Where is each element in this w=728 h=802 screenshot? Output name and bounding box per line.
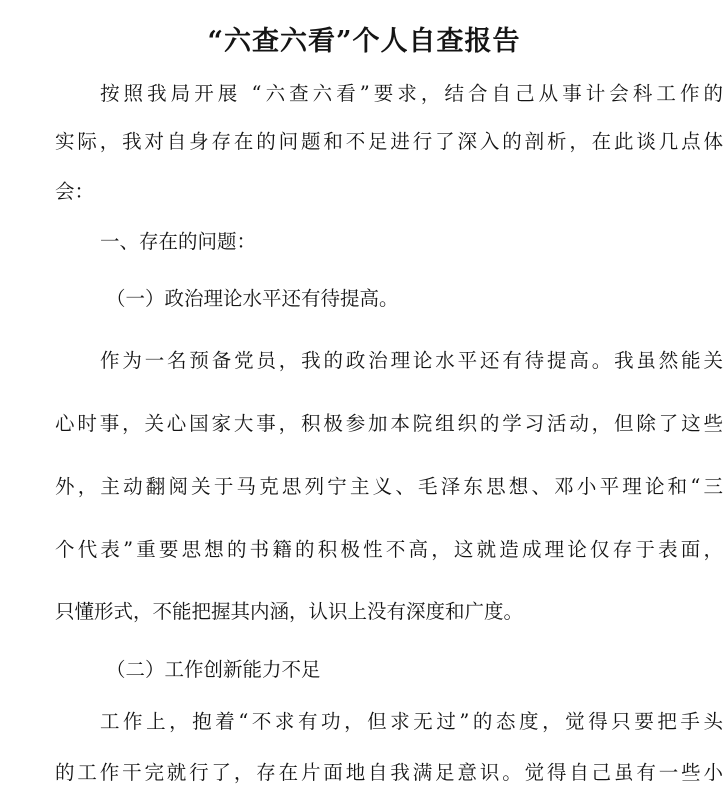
subsection-heading: （一）政治理论水平还有待提高。	[106, 287, 399, 310]
paragraph-line: 心时事，关心国家大事，积极参加本院组织的学习活动，但除了这些	[55, 412, 723, 435]
subsection-heading: （二）工作创新能力不足	[106, 658, 321, 681]
paragraph-line: 实际，我对自身存在的问题和不足进行了深入的剖析，在此谈几点体	[55, 130, 723, 153]
paragraph-line: 外，主动翻阅关于马克思列宁主义、毛泽东思想、邓小平理论和“三	[55, 475, 723, 498]
paragraph-line: 工作上，抱着“不求有功，但求无过”的态度，觉得只要把手头	[100, 710, 723, 733]
paragraph-line: 只懂形式，不能把握其内涵，认识上没有深度和广度。	[55, 600, 524, 623]
paragraph-line: 按照我局开展 “六查六看”要求，结合自己从事计会科工作的	[100, 82, 723, 105]
paragraph-line: 作为一名预备党员，我的政治理论水平还有待提高。我虽然能关	[100, 349, 723, 372]
paragraph-line: 的工作干完就行了，存在片面地自我满足意识。觉得自己虽有一些小	[55, 761, 723, 784]
paragraph-line: 会：	[55, 180, 95, 203]
document-title: “六查六看”个人自查报告	[207, 26, 521, 57]
paragraph-line: 个代表”重要思想的书籍的积极性不高，这就造成理论仅存于表面，	[55, 538, 723, 561]
section-heading: 一、存在的问题：	[100, 230, 257, 253]
